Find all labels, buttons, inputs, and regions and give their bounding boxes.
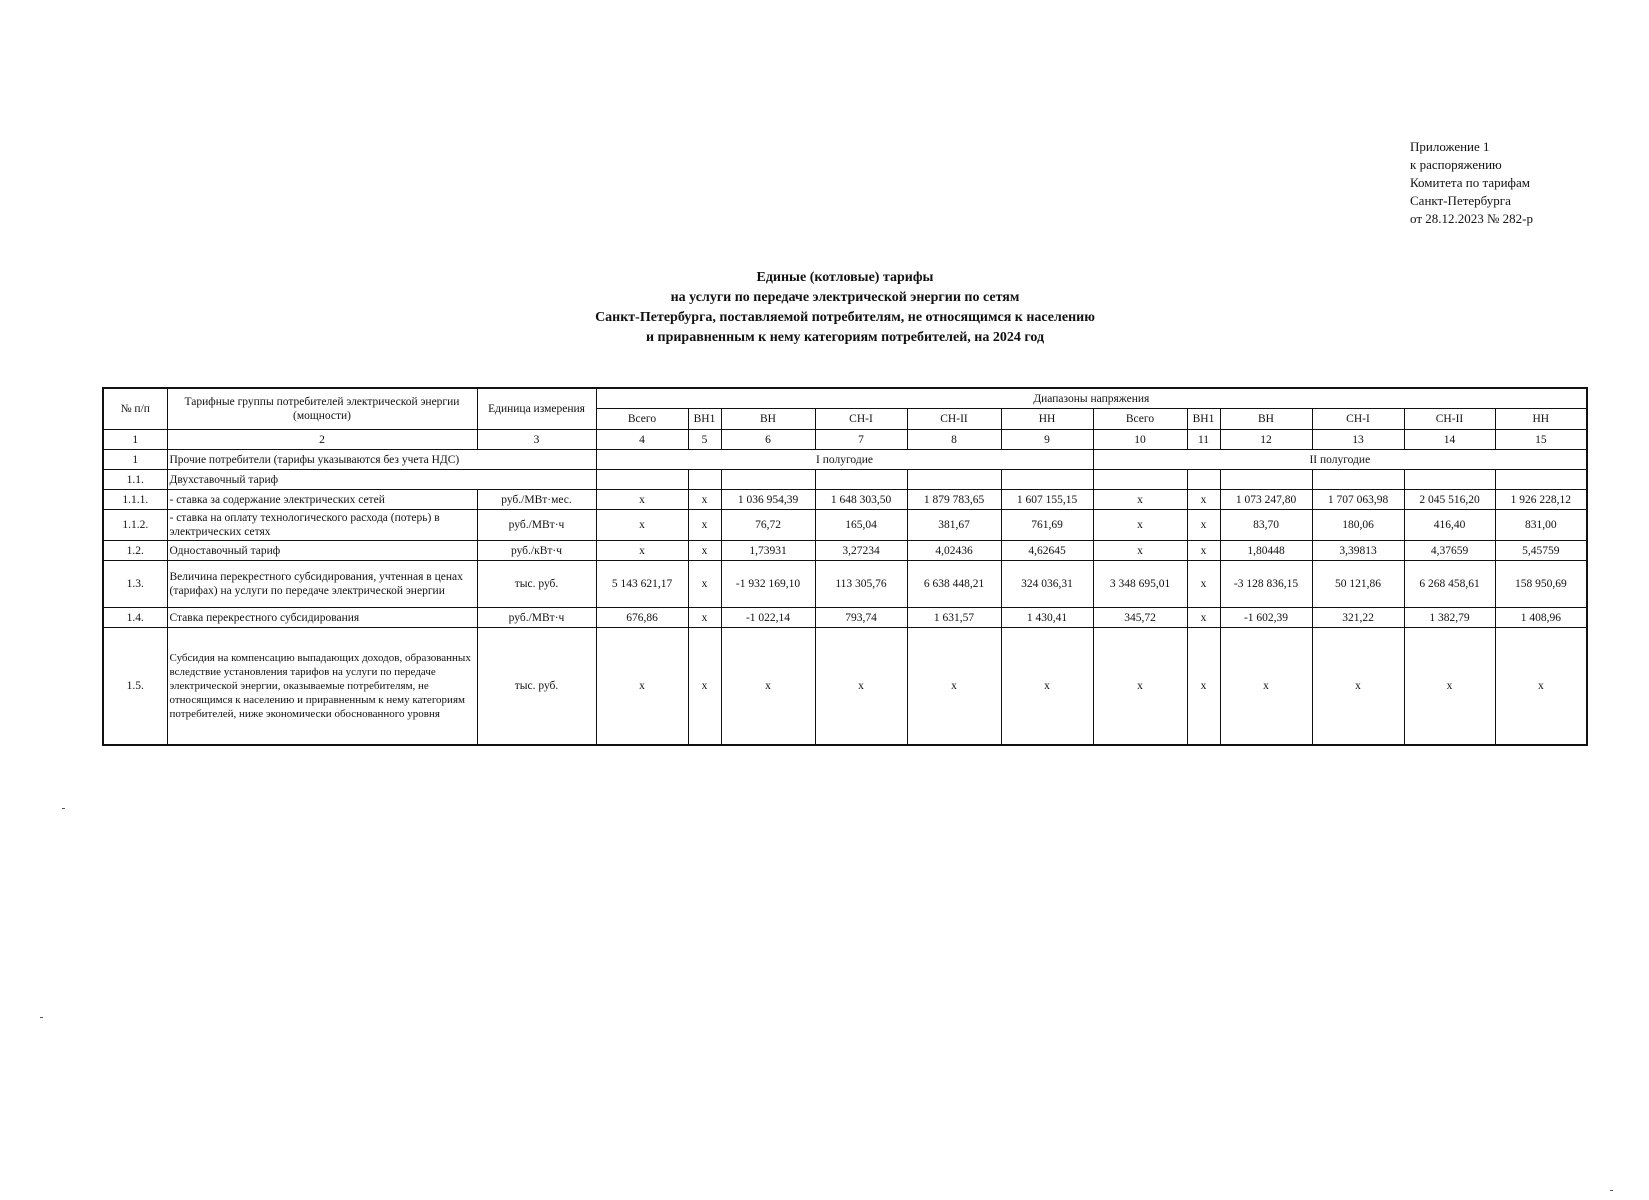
value-cell: -3 128 836,15 — [1220, 561, 1312, 608]
value-cell: х — [1495, 628, 1587, 746]
value-cell: 83,70 — [1220, 510, 1312, 541]
value-cell: х — [688, 628, 721, 746]
row-label: Величина перекрестного субсидирования, учтенная в ценах (тарифах) на услуги по передаче электрической энергии — [167, 561, 477, 608]
value-cell: 1 036 954,39 — [721, 490, 815, 510]
value-cell: 3,39813 — [1312, 541, 1404, 561]
value-cell: х — [1093, 510, 1187, 541]
scan-speck — [62, 808, 65, 809]
header-sub: Всего — [1093, 409, 1187, 430]
column-number: 14 — [1404, 430, 1495, 450]
appendix-line: Санкт-Петербурга — [1410, 193, 1511, 208]
value-cell: 1 607 155,15 — [1001, 490, 1093, 510]
value-cell: х — [1404, 628, 1495, 746]
value-cell: 50 121,86 — [1312, 561, 1404, 608]
value-cell: х — [1093, 541, 1187, 561]
appendix-note — [1410, 138, 1533, 228]
row-num: 1.1.1. — [103, 490, 167, 510]
value-cell: х — [1187, 628, 1220, 746]
value-cell: х — [688, 490, 721, 510]
value-cell: 381,67 — [907, 510, 1001, 541]
header-sub: ВН — [721, 409, 815, 430]
value-cell: 321,22 — [1312, 608, 1404, 628]
column-number: 10 — [1093, 430, 1187, 450]
scan-speck — [1610, 1190, 1613, 1191]
column-number: 11 — [1187, 430, 1220, 450]
value-cell: 345,72 — [1093, 608, 1187, 628]
value-cell: 793,74 — [815, 608, 907, 628]
row-unit: тыс. руб. — [477, 561, 596, 608]
value-cell: 831,00 — [1495, 510, 1587, 541]
header-sub: ВН — [1220, 409, 1312, 430]
row-unit: руб./МВт·ч — [477, 608, 596, 628]
value-cell: х — [688, 608, 721, 628]
row-num: 1.3. — [103, 561, 167, 608]
value-cell: х — [596, 510, 688, 541]
value-cell: 416,40 — [1404, 510, 1495, 541]
value-cell: 4,37659 — [1404, 541, 1495, 561]
title-line: на услуги по передаче электрической энергии по сетям — [670, 290, 1020, 305]
document-title — [0, 268, 1649, 348]
value-cell: х — [1220, 628, 1312, 746]
row-num: 1.1. — [103, 470, 167, 490]
appendix-line: Комитета по тарифам — [1410, 175, 1530, 190]
row-num: 1 — [103, 450, 167, 470]
column-number: 3 — [477, 430, 596, 450]
title-line: и приравненным к нему категориям потребителей, на 2024 год — [645, 330, 1045, 345]
table-row — [103, 608, 1587, 628]
half-year-1: I полугодие — [596, 450, 1093, 470]
value-cell: -1 602,39 — [1220, 608, 1312, 628]
empty-cell — [1495, 470, 1587, 490]
column-number: 7 — [815, 430, 907, 450]
scan-speck — [40, 1017, 43, 1018]
value-cell: 1,80448 — [1220, 541, 1312, 561]
empty-cell — [1312, 470, 1404, 490]
value-cell: х — [1001, 628, 1093, 746]
table-row — [103, 561, 1587, 608]
column-number: 12 — [1220, 430, 1312, 450]
value-cell: 761,69 — [1001, 510, 1093, 541]
row-label: Двухставочный тариф — [167, 470, 596, 490]
value-cell: 4,62645 — [1001, 541, 1093, 561]
row-unit: руб./МВт·мес. — [477, 490, 596, 510]
value-cell: 6 638 448,21 — [907, 561, 1001, 608]
value-cell: 76,72 — [721, 510, 815, 541]
title-line: Единые (котловые) тарифы — [756, 270, 934, 285]
value-cell: 1 648 303,50 — [815, 490, 907, 510]
value-cell: 5 143 621,17 — [596, 561, 688, 608]
empty-cell — [907, 470, 1001, 490]
value-cell: 1,73931 — [721, 541, 815, 561]
header-ranges: Диапазоны напряжения — [596, 388, 1587, 409]
value-cell: 324 036,31 — [1001, 561, 1093, 608]
section-label: Прочие потребители (тарифы указываются без учета НДС) — [167, 450, 596, 470]
value-cell: 6 268 458,61 — [1404, 561, 1495, 608]
value-cell: 1 408,96 — [1495, 608, 1587, 628]
row-label: - ставка на оплату технологического расхода (потерь) в электрических сетях — [167, 510, 477, 541]
value-cell: х — [688, 561, 721, 608]
value-cell: 1 879 783,65 — [907, 490, 1001, 510]
column-number: 1 — [103, 430, 167, 450]
empty-cell — [1187, 470, 1220, 490]
value-cell: х — [815, 628, 907, 746]
value-cell: х — [688, 510, 721, 541]
half-year-2: II полугодие — [1093, 450, 1587, 470]
value-cell: 2 045 516,20 — [1404, 490, 1495, 510]
table-row — [103, 510, 1587, 541]
value-cell: 180,06 — [1312, 510, 1404, 541]
column-number: 13 — [1312, 430, 1404, 450]
header-num: № п/п — [103, 388, 167, 430]
value-cell: 3 348 695,01 — [1093, 561, 1187, 608]
empty-cell — [815, 470, 907, 490]
appendix-line: Приложение 1 — [1410, 139, 1490, 154]
value-cell: 4,02436 — [907, 541, 1001, 561]
value-cell: 1 707 063,98 — [1312, 490, 1404, 510]
value-cell: х — [1187, 561, 1220, 608]
column-number: 5 — [688, 430, 721, 450]
empty-cell — [1093, 470, 1187, 490]
header-sub: ВН1 — [1187, 409, 1220, 430]
value-cell: 1 926 228,12 — [1495, 490, 1587, 510]
value-cell: х — [1187, 510, 1220, 541]
appendix-line: от 28.12.2023 № 282-р — [1410, 211, 1533, 226]
empty-cell — [688, 470, 721, 490]
value-cell: 1 382,79 — [1404, 608, 1495, 628]
row-unit: руб./кВт·ч — [477, 541, 596, 561]
value-cell: х — [721, 628, 815, 746]
header-sub: НН — [1001, 409, 1093, 430]
value-cell: х — [1187, 608, 1220, 628]
empty-cell — [1404, 470, 1495, 490]
value-cell: 1 631,57 — [907, 608, 1001, 628]
column-number: 9 — [1001, 430, 1093, 450]
column-number: 6 — [721, 430, 815, 450]
value-cell: 165,04 — [815, 510, 907, 541]
row-label: - ставка за содержание электрических сетей — [167, 490, 477, 510]
row-num: 1.5. — [103, 628, 167, 746]
value-cell: х — [1093, 490, 1187, 510]
value-cell: -1 932 169,10 — [721, 561, 815, 608]
value-cell: 1 430,41 — [1001, 608, 1093, 628]
value-cell: х — [688, 541, 721, 561]
value-cell: х — [907, 628, 1001, 746]
value-cell: х — [596, 628, 688, 746]
row-unit: тыс. руб. — [477, 628, 596, 746]
header-row — [103, 388, 1587, 409]
appendix-line: к распоряжению — [1410, 157, 1502, 172]
table-row — [103, 490, 1587, 510]
empty-cell — [596, 470, 688, 490]
header-unit: Единица измерения — [477, 388, 596, 430]
empty-cell — [721, 470, 815, 490]
value-cell: 158 950,69 — [1495, 561, 1587, 608]
value-cell: х — [1187, 490, 1220, 510]
value-cell: х — [596, 490, 688, 510]
empty-cell — [1220, 470, 1312, 490]
section-row — [103, 450, 1587, 470]
column-number: 2 — [167, 430, 477, 450]
header-sub: ВН1 — [688, 409, 721, 430]
column-number: 4 — [596, 430, 688, 450]
value-cell: х — [1093, 628, 1187, 746]
tariff-table — [102, 387, 1588, 746]
value-cell: 1 073 247,80 — [1220, 490, 1312, 510]
header-group: Тарифные группы потребителей электрической энергии (мощности) — [167, 388, 477, 430]
value-cell: 676,86 — [596, 608, 688, 628]
header-sub: СН-II — [1404, 409, 1495, 430]
row-num: 1.1.2. — [103, 510, 167, 541]
header-sub: НН — [1495, 409, 1587, 430]
column-number-row — [103, 430, 1587, 450]
value-cell: 3,27234 — [815, 541, 907, 561]
title-line: Санкт-Петербурга, поставляемой потребителям, не относящимся к населению — [595, 310, 1095, 325]
header-sub: СН-I — [1312, 409, 1404, 430]
table-row — [103, 541, 1587, 561]
row-num: 1.4. — [103, 608, 167, 628]
value-cell: -1 022,14 — [721, 608, 815, 628]
row-label: Субсидия на компенсацию выпадающих доходов, образованных вследствие установления тарифов на услуги по передаче электрической энергии, оказываемые потребителям, не относящимся к населению и приравненным к нему категориям потребителей, ниже экономически обоснованного уровня — [167, 628, 477, 746]
header-sub: СН-II — [907, 409, 1001, 430]
header-sub: СН-I — [815, 409, 907, 430]
row-label: Ставка перекрестного субсидирования — [167, 608, 477, 628]
value-cell: х — [1312, 628, 1404, 746]
value-cell: х — [596, 541, 688, 561]
column-number: 8 — [907, 430, 1001, 450]
row-unit: руб./МВт·ч — [477, 510, 596, 541]
value-cell: 113 305,76 — [815, 561, 907, 608]
empty-cell — [1001, 470, 1093, 490]
row-num: 1.2. — [103, 541, 167, 561]
row-label: Одноставочный тариф — [167, 541, 477, 561]
column-number: 15 — [1495, 430, 1587, 450]
value-cell: х — [1187, 541, 1220, 561]
table-row — [103, 470, 1587, 490]
header-sub: Всего — [596, 409, 688, 430]
value-cell: 5,45759 — [1495, 541, 1587, 561]
table-row — [103, 628, 1587, 746]
